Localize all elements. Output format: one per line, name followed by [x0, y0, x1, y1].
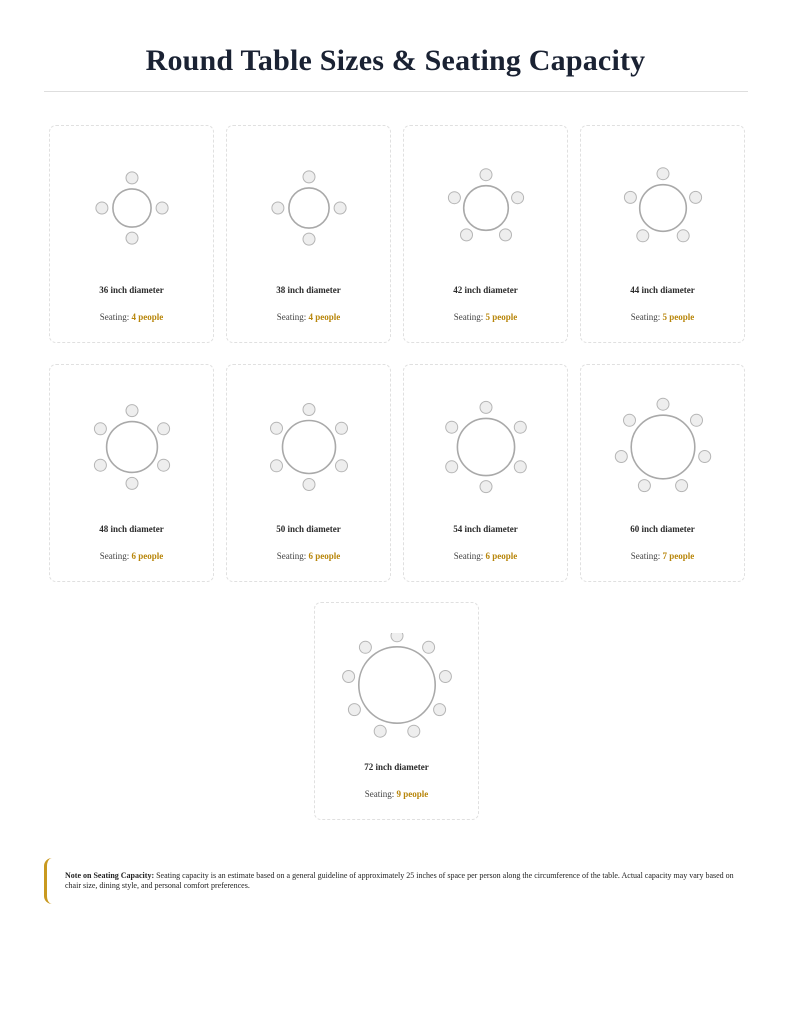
chair-icon	[303, 479, 315, 491]
chair-icon	[156, 202, 168, 214]
seating-line	[227, 551, 390, 561]
chair-icon	[624, 414, 636, 426]
chair-icon	[677, 230, 689, 242]
chair-icon	[343, 671, 355, 683]
table-card	[403, 364, 568, 582]
chair-icon	[272, 202, 284, 214]
seating-label: Seating:	[453, 551, 484, 561]
table-card	[580, 125, 745, 343]
round-table-icon	[631, 415, 695, 479]
table-diameter-label: 42 inch diameter	[453, 285, 518, 295]
round-table-icon	[457, 418, 514, 475]
seating-line	[315, 789, 478, 799]
table-diameter-label: 54 inch diameter	[453, 524, 518, 534]
table-diameter-label: 72 inch diameter	[364, 762, 429, 772]
table-card	[403, 125, 568, 343]
chair-icon	[94, 459, 106, 471]
chair-icon	[657, 398, 669, 410]
chair-icon	[676, 480, 688, 492]
chair-icon	[691, 414, 703, 426]
table-diameter-label: 38 inch diameter	[276, 285, 341, 295]
chair-icon	[126, 232, 138, 244]
table-card	[226, 364, 391, 582]
seating-capacity-value: 5 people	[485, 312, 518, 322]
seating-line	[404, 312, 567, 322]
note-body: Seating capacity is an estimate based on a general guideline of approximately 25 inches of space per person along the circumference of the table. Actual capacity may vary based on chair size, dining style, and personal comfort preferences.	[65, 871, 734, 890]
page-title: Round Table Sizes & Seating Capacity	[145, 44, 646, 77]
seating-capacity-value: 6 people	[308, 551, 341, 561]
chair-icon	[480, 169, 492, 181]
table-diagram	[50, 395, 215, 535]
chair-icon	[303, 404, 315, 416]
table-card	[580, 364, 745, 582]
chair-icon	[514, 421, 526, 433]
chair-icon	[434, 704, 446, 716]
chair-icon	[624, 191, 636, 203]
chair-icon	[336, 422, 348, 434]
round-table-icon	[359, 647, 435, 723]
chair-icon	[271, 422, 283, 434]
chair-icon	[514, 461, 526, 473]
seating-line	[581, 312, 744, 322]
table-diameter-label: 60 inch diameter	[630, 524, 695, 534]
seating-label: Seating:	[630, 551, 661, 561]
chair-icon	[439, 671, 451, 683]
table-diagram	[404, 156, 569, 296]
chair-icon	[446, 421, 458, 433]
chair-icon	[446, 461, 458, 473]
seating-line	[50, 312, 213, 322]
chair-icon	[374, 725, 386, 737]
table-diagram	[227, 395, 392, 535]
seating-line	[581, 551, 744, 561]
chair-icon	[408, 725, 420, 737]
seating-capacity-value: 5 people	[662, 312, 695, 322]
seating-line	[50, 551, 213, 561]
chair-icon	[334, 202, 346, 214]
seating-capacity-value: 9 people	[396, 789, 429, 799]
seating-capacity-value: 7 people	[662, 551, 695, 561]
chair-icon	[500, 229, 512, 241]
seating-line	[404, 551, 567, 561]
chair-icon	[126, 405, 138, 417]
seating-capacity-value: 4 people	[308, 312, 341, 322]
table-diagram	[315, 633, 480, 773]
table-diameter-label: 36 inch diameter	[99, 285, 164, 295]
table-diagram	[227, 156, 392, 296]
chair-icon	[657, 168, 669, 180]
note-heading: Note on Seating Capacity:	[65, 871, 155, 880]
table-diagram	[581, 395, 746, 535]
chair-icon	[638, 480, 650, 492]
round-table-icon	[640, 185, 687, 232]
chair-icon	[448, 192, 460, 204]
chair-icon	[480, 401, 492, 413]
seating-label: Seating:	[99, 312, 130, 322]
table-card	[49, 364, 214, 582]
chair-icon	[480, 481, 492, 493]
table-diameter-label: 44 inch diameter	[630, 285, 695, 295]
chair-icon	[271, 460, 283, 472]
chair-icon	[158, 423, 170, 435]
chair-icon	[303, 171, 315, 183]
table-diagram	[50, 156, 215, 296]
round-table-icon	[107, 422, 158, 473]
chair-icon	[637, 230, 649, 242]
chair-icon	[359, 641, 371, 653]
seating-label: Seating:	[276, 312, 307, 322]
chair-icon	[126, 477, 138, 489]
seating-label: Seating:	[364, 789, 395, 799]
seating-label: Seating:	[276, 551, 307, 561]
chair-icon	[699, 451, 711, 463]
chair-icon	[158, 459, 170, 471]
chair-icon	[690, 191, 702, 203]
round-table-icon	[289, 188, 329, 228]
chair-icon	[303, 233, 315, 245]
seating-capacity-value: 6 people	[485, 551, 518, 561]
table-card	[226, 125, 391, 343]
table-diagram	[404, 395, 569, 535]
round-table-icon	[464, 186, 509, 231]
table-card	[314, 602, 479, 820]
chair-icon	[336, 460, 348, 472]
chair-icon	[126, 172, 138, 184]
chair-icon	[348, 704, 360, 716]
seating-label: Seating:	[453, 312, 484, 322]
round-table-icon	[283, 421, 336, 474]
seating-line	[227, 312, 390, 322]
seating-label: Seating:	[99, 551, 130, 561]
table-diagram	[581, 156, 746, 296]
seating-capacity-value: 6 people	[131, 551, 164, 561]
chair-icon	[96, 202, 108, 214]
chair-icon	[512, 192, 524, 204]
chair-icon	[94, 423, 106, 435]
table-diameter-label: 48 inch diameter	[99, 524, 164, 534]
chair-icon	[615, 451, 627, 463]
seating-note	[44, 858, 744, 904]
seating-capacity-value: 4 people	[131, 312, 164, 322]
table-card	[49, 125, 214, 343]
seating-label: Seating:	[630, 312, 661, 322]
title-divider	[44, 91, 748, 92]
chair-icon	[391, 633, 403, 642]
chair-icon	[423, 641, 435, 653]
chair-icon	[461, 229, 473, 241]
round-table-icon	[113, 189, 151, 227]
table-diameter-label: 50 inch diameter	[276, 524, 341, 534]
